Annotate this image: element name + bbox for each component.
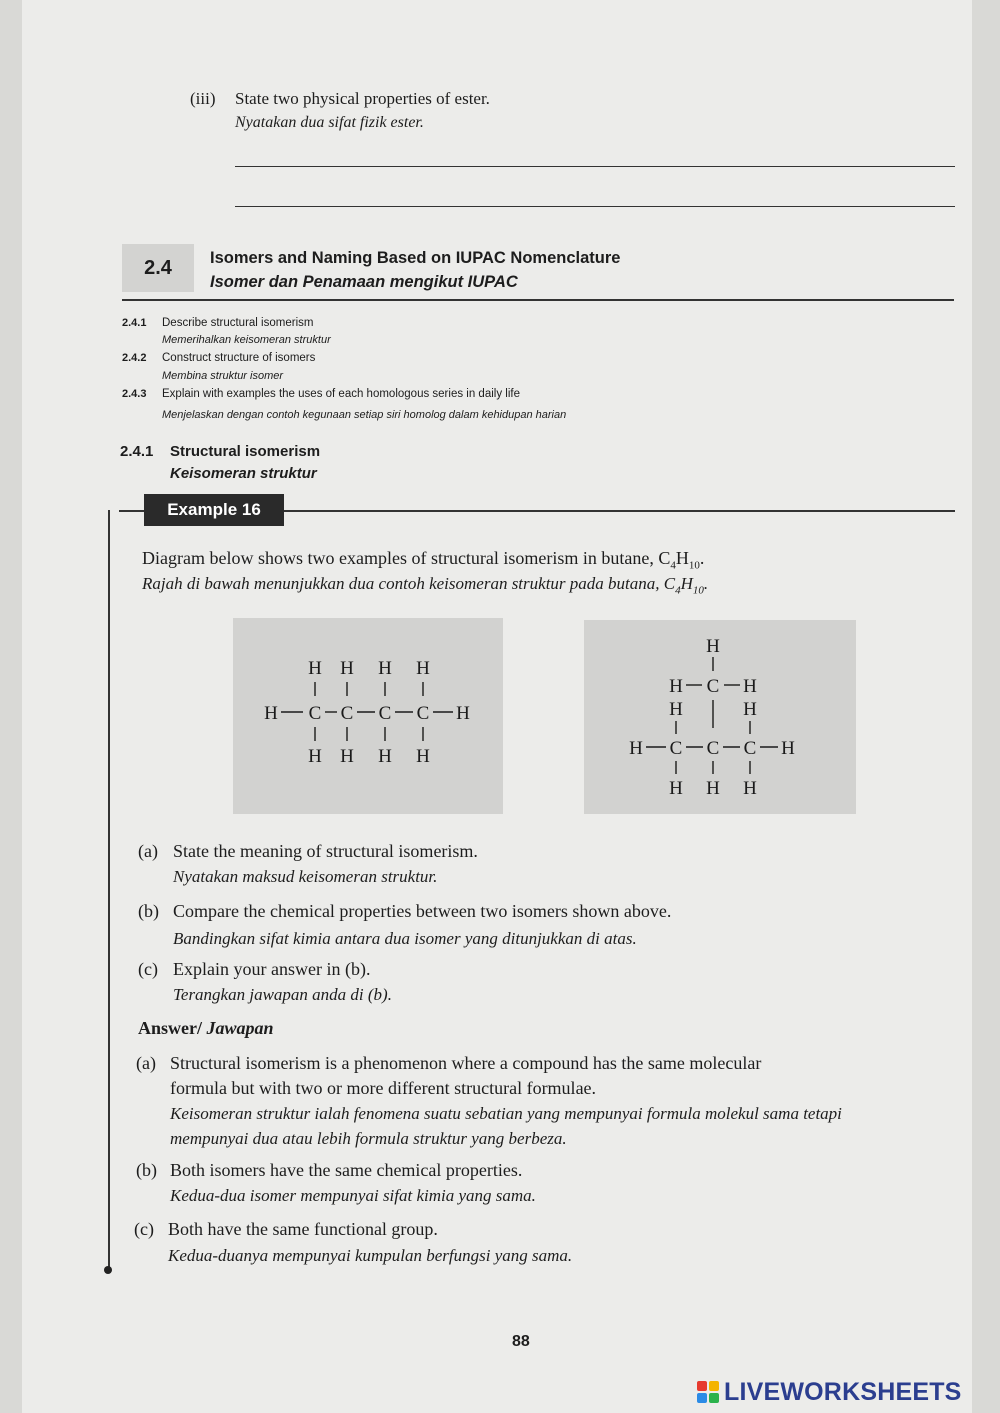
liveworksheets-logo-icon xyxy=(697,1381,721,1405)
question-iii-text-en: State two physical properties of ester. xyxy=(235,89,490,108)
answer-text-en: Both have the same functional group. xyxy=(168,1219,438,1239)
objective-code: 2.4.3 xyxy=(122,388,147,400)
atom-c: C xyxy=(706,738,720,759)
section-divider xyxy=(122,299,954,301)
atom-h: H xyxy=(743,778,757,799)
question-text-ms: Bandingkan sifat kimia antara dua isomer yang ditunjukkan di atas. xyxy=(173,929,637,948)
atom-h: H xyxy=(743,699,757,720)
page-number: 88 xyxy=(512,1333,530,1350)
butane-structure-diagram xyxy=(233,618,503,814)
subsection-number: 2.4.1 xyxy=(120,443,154,460)
objective-text-ms: Menjelaskan dengan contoh kegunaan setiap siri homolog dalam kehidupan harian xyxy=(162,409,567,421)
atom-h: H xyxy=(781,738,795,759)
answer-heading: Answer/ Jawapan xyxy=(138,1018,274,1038)
example-label: Example 16 xyxy=(144,494,284,526)
example-frame-end-dot xyxy=(104,1266,112,1274)
watermark-text: LIVEWORKSHEETS xyxy=(724,1378,962,1406)
objective-text-en: Explain with examples the uses of each homologous series in daily life xyxy=(162,388,520,400)
example-intro-en: Diagram below shows two examples of structural isomerism in butane, $C_4H_{10}$. xyxy=(142,548,705,572)
answer-line-1[interactable] xyxy=(235,166,955,167)
atom-h: H xyxy=(629,738,643,759)
answer-text-en: Structural isomerism is a phenomenon where a compound has the same molecular xyxy=(170,1053,762,1073)
atom-h: H xyxy=(669,778,683,799)
answer-text-en: formula but with two or more different structural formulae. xyxy=(170,1078,597,1098)
question-text-en: Explain your answer in (b). xyxy=(173,959,371,979)
atom-h: H xyxy=(706,636,720,657)
question-iii-number: (iii) xyxy=(190,89,216,108)
question-text-ms: Nyatakan maksud keisomeran struktur. xyxy=(173,867,438,886)
atom-c: C xyxy=(706,676,720,697)
answer-line-2[interactable] xyxy=(235,206,955,207)
section-title-ms: Isomer dan Penamaan mengikut IUPAC xyxy=(210,273,518,291)
atom-h: H xyxy=(416,746,430,767)
objective-text-ms: Memerihalkan keisomeran struktur xyxy=(162,334,331,346)
question-iii-text-ms: Nyatakan dua sifat fizik ester. xyxy=(235,114,424,131)
question-label: (a) xyxy=(138,841,158,861)
objective-text-ms: Membina struktur isomer xyxy=(162,370,284,382)
atom-h: H xyxy=(378,658,392,679)
question-text-ms: Terangkan jawapan anda di (b). xyxy=(173,985,392,1004)
example-frame-left xyxy=(108,510,110,1270)
question-label: (c) xyxy=(138,959,158,979)
worksheet-page xyxy=(22,0,972,1413)
methylpropane-structure-diagram xyxy=(584,620,856,814)
objective-text-en: Describe structural isomerism xyxy=(162,317,314,329)
section-title-en: Isomers and Naming Based on IUPAC Nomenclature xyxy=(210,249,621,267)
answer-text-en: Both isomers have the same chemical properties. xyxy=(170,1160,523,1180)
subsection-title-ms: Keisomeran struktur xyxy=(170,465,317,482)
liveworksheets-watermark xyxy=(697,1378,962,1407)
objective-text-en: Construct structure of isomers xyxy=(162,352,316,364)
answer-text-ms: Keisomeran struktur ialah fenomena suatu sebatian yang mempunyai formula molekul sama tetapi xyxy=(170,1104,842,1123)
atom-c: C xyxy=(669,738,683,759)
atom-h: H xyxy=(340,658,354,679)
answer-text-ms: Kedua-dua isomer mempunyai sifat kimia yang sama. xyxy=(170,1186,536,1205)
section-number-box xyxy=(122,244,194,292)
atom-c: C xyxy=(378,703,392,724)
atom-c: C xyxy=(743,738,757,759)
atom-h: H xyxy=(308,658,322,679)
atom-h: H xyxy=(340,746,354,767)
answer-text-ms: mempunyai dua atau lebih formula struktur yang berbeza. xyxy=(170,1129,567,1148)
subsection-title-en: Structural isomerism xyxy=(170,443,321,460)
atom-h: H xyxy=(743,676,757,697)
atom-h: H xyxy=(264,703,278,724)
objective-code: 2.4.1 xyxy=(122,317,147,329)
atom-c: C xyxy=(416,703,430,724)
atom-h: H xyxy=(456,703,470,724)
answer-label: (b) xyxy=(136,1160,157,1180)
atom-h: H xyxy=(416,658,430,679)
objective-code: 2.4.2 xyxy=(122,352,147,364)
answer-text-ms: Kedua-duanya mempunyai kumpulan berfungsi yang sama. xyxy=(168,1246,573,1265)
answer-label: (c) xyxy=(134,1219,154,1239)
atom-c: C xyxy=(308,703,322,724)
example-intro-ms: Rajah di bawah menunjukkan dua contoh keisomeran struktur pada butana, $C_4H_{10}$. xyxy=(142,574,709,597)
atom-h: H xyxy=(378,746,392,767)
question-label: (b) xyxy=(138,901,159,921)
question-text-en: Compare the chemical properties between two isomers shown above. xyxy=(173,901,672,921)
atom-h: H xyxy=(669,699,683,720)
answer-label: (a) xyxy=(136,1053,156,1073)
atom-h: H xyxy=(669,676,683,697)
atom-h: H xyxy=(706,778,720,799)
question-text-en: State the meaning of structural isomerism. xyxy=(173,841,478,861)
section-number: 2.4 xyxy=(144,256,172,279)
atom-c: C xyxy=(340,703,354,724)
atom-h: H xyxy=(308,746,322,767)
